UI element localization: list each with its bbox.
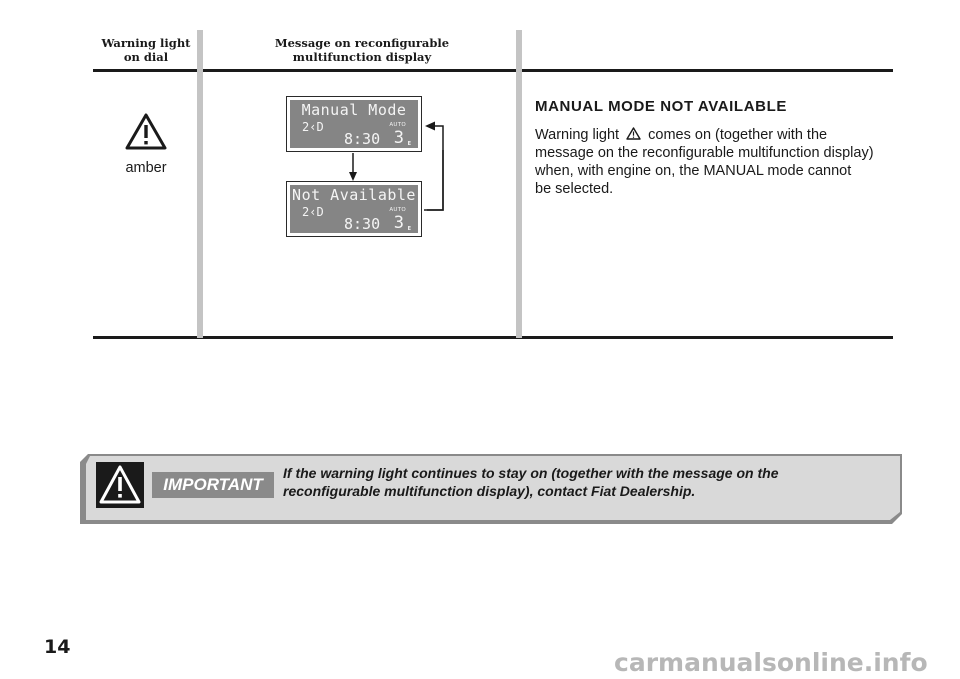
- display-message-header-line1: Message on reconfigurable: [274, 36, 450, 50]
- site-watermark: carmanualsonline.info: [614, 648, 928, 677]
- section-body-rest: comes on (together with the: [648, 127, 828, 143]
- section-body: [535, 126, 905, 198]
- table-top-rule: [93, 69, 893, 72]
- display-gear: 3: [393, 128, 404, 148]
- display-gear: 3: [393, 213, 404, 233]
- display-message: Manual Mode: [301, 101, 407, 119]
- display-mode-symbol: 2‹D: [302, 120, 324, 134]
- warning-light-header-line2: on dial: [123, 50, 169, 64]
- display-auto-indicator: AUTO: [389, 207, 406, 213]
- section-body-line2: message on the reconfigurable multifunction display): [535, 145, 874, 161]
- display-manual-mode: [286, 96, 422, 152]
- display-clock: 8:30: [344, 215, 381, 233]
- section-body-prefix: Warning light: [535, 127, 620, 143]
- display-auto-indicator: AUTO: [389, 122, 406, 128]
- important-text-line1: If the warning light continues to stay on (together with the message on the: [283, 465, 779, 481]
- display-gear-sub: E: [407, 141, 411, 147]
- display-mode-symbol: 2‹D: [302, 205, 324, 219]
- section-title: MANUAL MODE NOT AVAILABLE: [535, 98, 787, 115]
- display-message-header-line2: multifunction display: [292, 50, 432, 64]
- inline-warning-triangle-icon: [626, 127, 641, 140]
- warning-light-header-line1: Warning light: [101, 36, 191, 50]
- important-warning-icon: [96, 462, 144, 508]
- display-message: Not Available: [292, 186, 416, 204]
- section-body-line4: be selected.: [535, 181, 614, 197]
- return-arrow-icon: [424, 118, 446, 214]
- warning-light-header: [90, 36, 202, 64]
- warning-triangle-icon: [124, 112, 168, 152]
- section-body-line3: when, with engine on, the MANUAL mode cannot: [535, 163, 852, 179]
- column-divider-left: [197, 30, 203, 338]
- page-number: 14: [44, 636, 71, 658]
- display-gear-sub: E: [407, 226, 411, 232]
- important-label: IMPORTANT: [152, 472, 274, 498]
- display-screen: [290, 100, 418, 148]
- important-text: [283, 464, 893, 500]
- section-body-line1: [535, 126, 905, 144]
- display-message-header: [230, 36, 494, 64]
- display-clock: 8:30: [344, 130, 381, 148]
- important-text-line2: reconfigurable multifunction display), contact Fiat Dealership.: [283, 483, 696, 499]
- column-divider-right: [516, 30, 522, 338]
- table-bottom-rule: [93, 336, 893, 339]
- important-warning-badge: [96, 462, 144, 508]
- warning-color-label: amber: [125, 160, 167, 176]
